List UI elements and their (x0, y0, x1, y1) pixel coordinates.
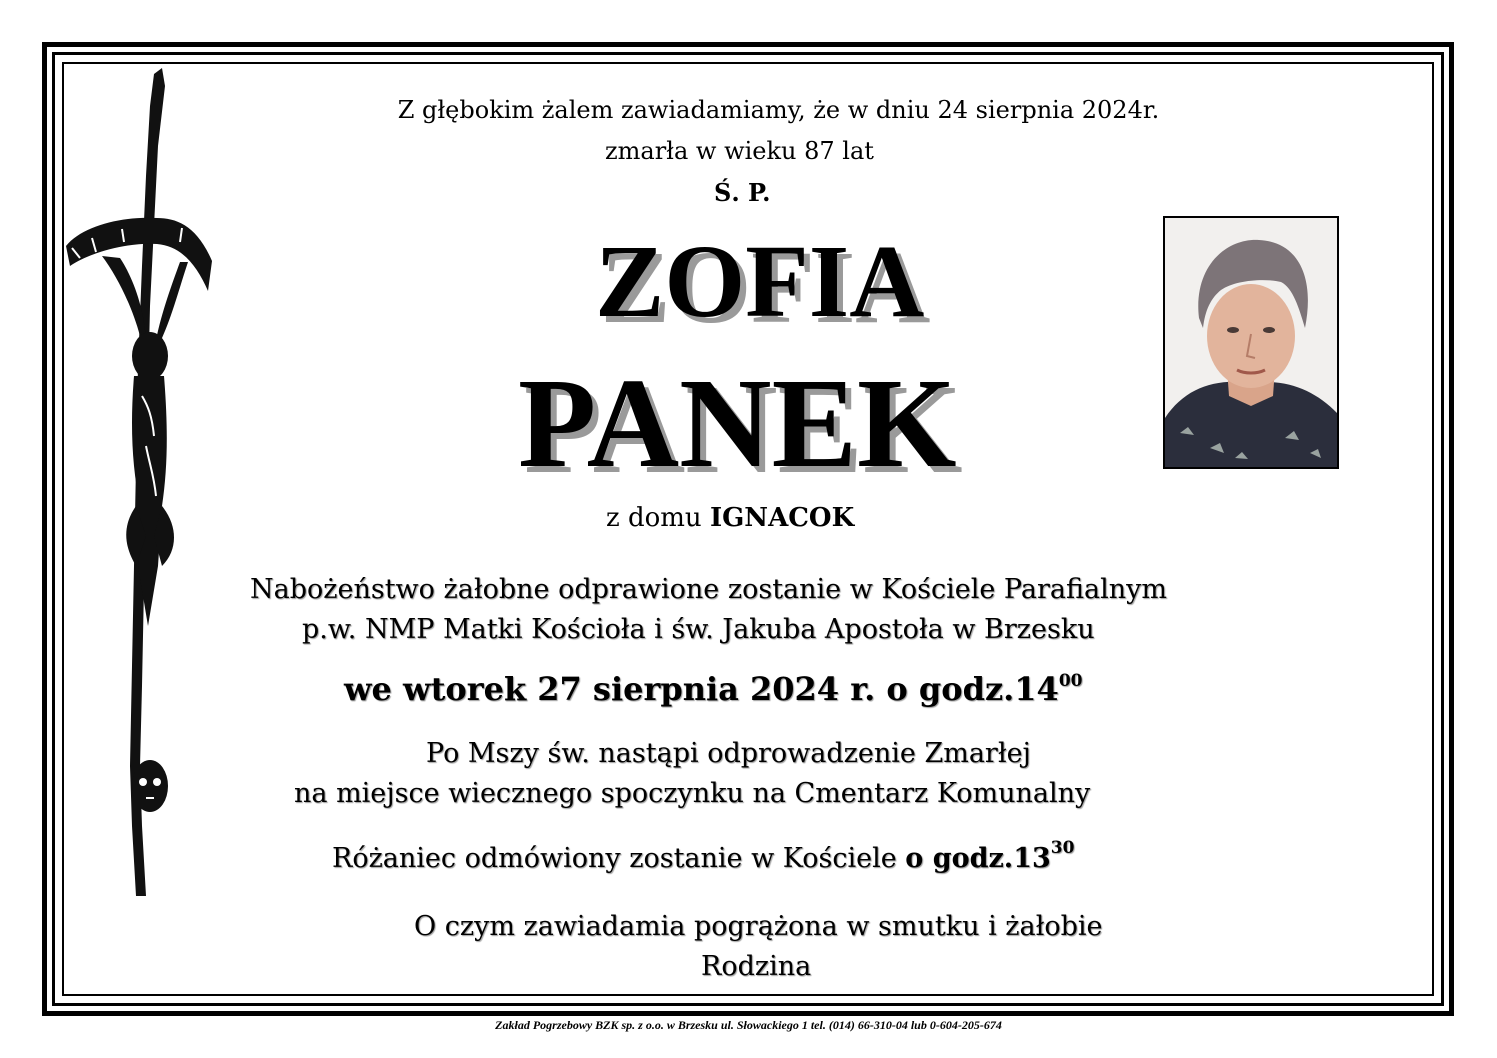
service-date-line (344, 670, 1082, 708)
after-mass-line-2: na miejsce wiecznego spoczynku na Cmentarz Komunalny (294, 778, 1091, 809)
maiden-name-line (606, 503, 854, 533)
crucifix-icon (62, 66, 222, 910)
rosary-time: o godz.13 (905, 843, 1051, 874)
service-line-2: p.w. NMP Matki Kościoła i św. Jakuba Apostoła w Brzesku (302, 614, 1095, 645)
first-name: ZOFIA (595, 224, 925, 339)
service-line-1: Nabożeństwo żałobne odprawione zostanie w Kościele Parafialnym (250, 574, 1167, 605)
service-date: we wtorek 27 sierpnia 2024 r. o godz.14 (344, 670, 1059, 708)
after-mass-line-1: Po Mszy św. nastąpi odprowadzenie Zmarłej (426, 738, 1031, 769)
rosary-line (332, 838, 1074, 874)
rosary-time-minutes: 30 (1050, 838, 1075, 858)
funeral-home-footer: Zakład Pogrzebowy BZK sp. z o.o. w Brzesku ul. Słowackiego 1 tel. (014) 66-310-04 lub 0-604-205-674 (495, 1018, 1002, 1032)
portrait-photo (1163, 216, 1339, 469)
maiden-prefix: z domu (606, 503, 702, 533)
surname: PANEK (518, 352, 957, 494)
announcement-line-1: Z głębokim żalem zawiadamiamy, że w dniu 24 sierpnia 2024r. (397, 96, 1160, 124)
rosary-text: Różaniec odmówiony zostanie w Kościele (332, 843, 906, 874)
closing-family: Rodzina (701, 951, 812, 982)
maiden-name: IGNACOK (709, 503, 855, 533)
sp-abbreviation: Ś. P. (714, 178, 771, 207)
announcement-line-2: zmarła w wieku 87 lat (605, 137, 874, 165)
closing-line-1: O czym zawiadamia pogrążona w smutku i żałobie (414, 911, 1103, 942)
service-date-minutes: 00 (1058, 671, 1083, 691)
